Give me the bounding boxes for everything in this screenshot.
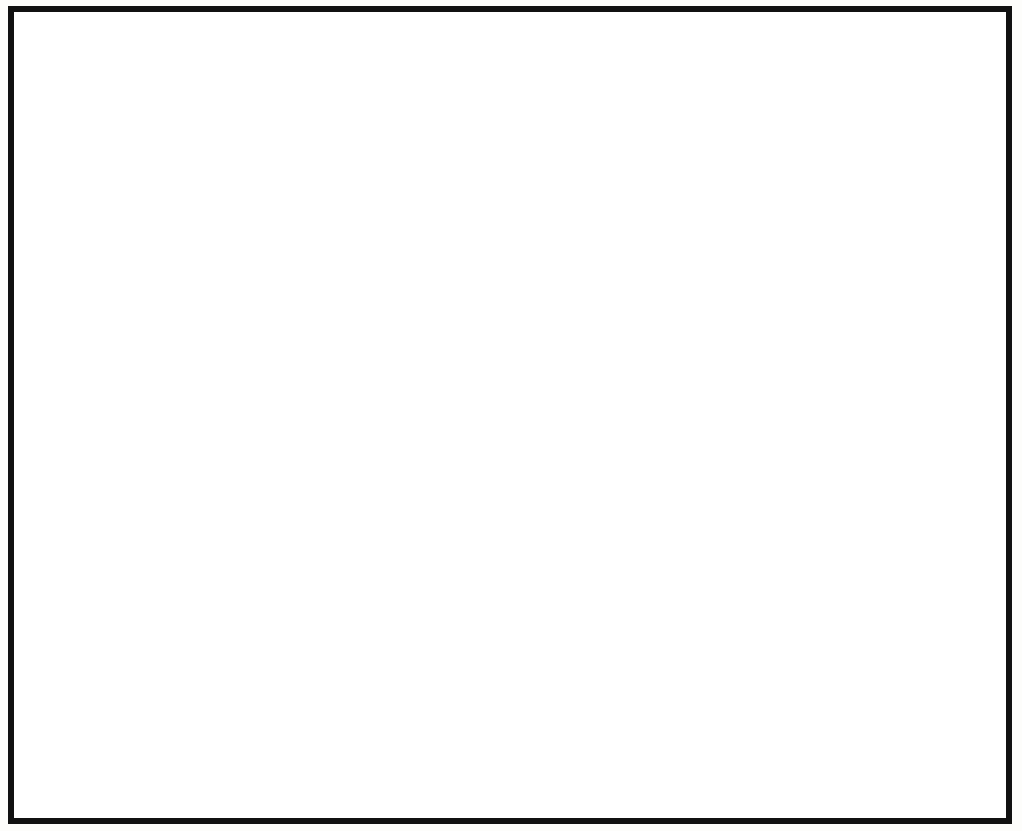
page-inner (32, 26, 1018, 830)
woodblock-frame (8, 6, 1012, 824)
title-column (958, 30, 1016, 330)
hexagram-grid (94, 26, 946, 830)
colophon-column (36, 52, 98, 812)
